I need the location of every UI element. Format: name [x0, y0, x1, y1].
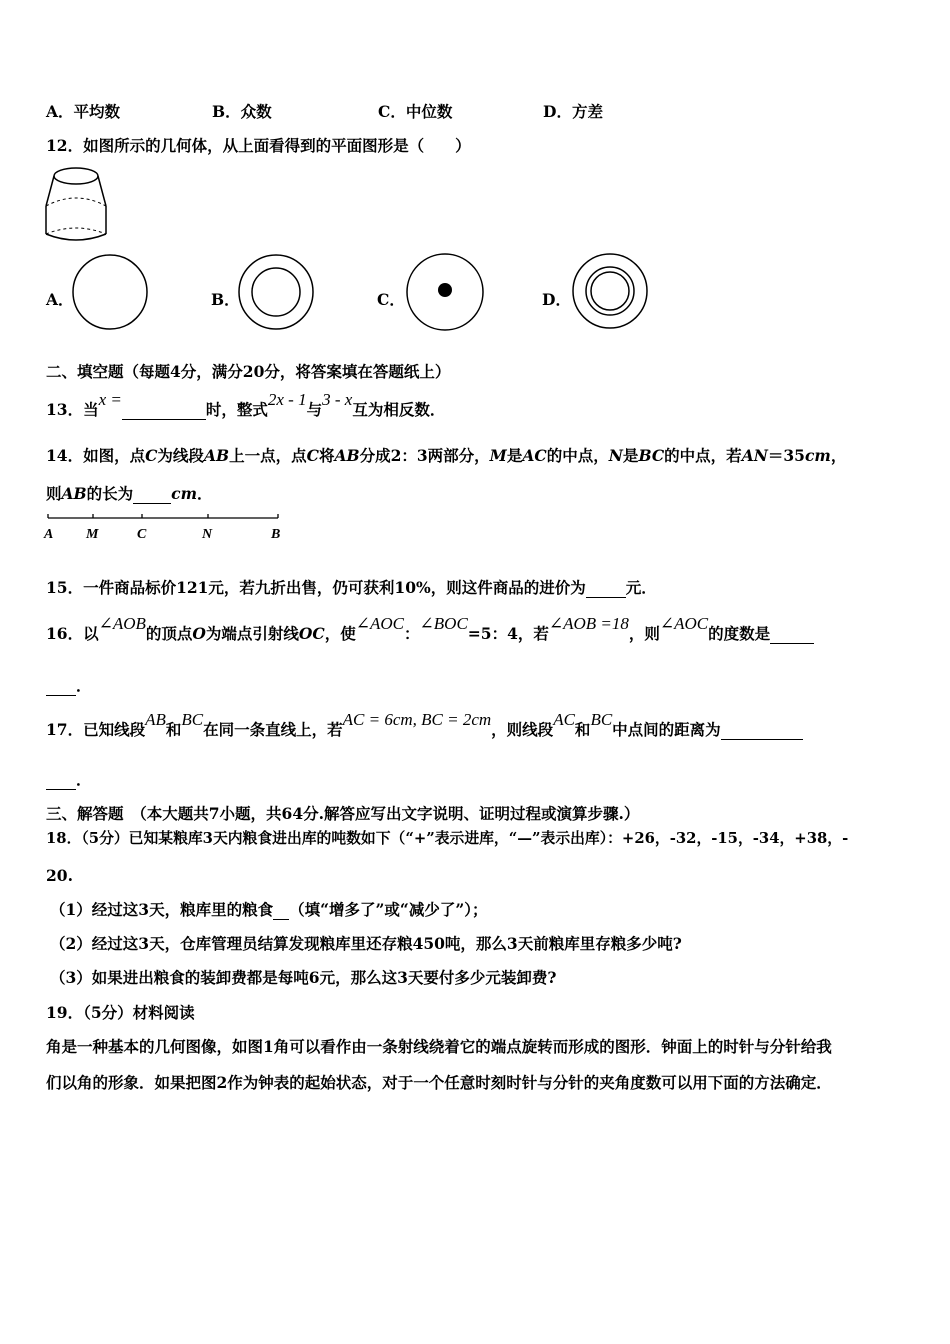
q18-question-line1: 18．（5分）已知某粮库3天内粮食进出库的吨数如下（“+”表示进库，“—”表示出库）：+26，-32，-15，-34，+38，- — [46, 830, 849, 847]
q16-question: 16．以∠AOB的顶点O为端点引射线OC，使∠AOC：∠BOC=5：4，若∠AOB =18，则∠AOC的度数是 — [46, 624, 814, 644]
q11-option-a: A．平均数 — [46, 102, 121, 121]
q12-question: 12．如图所示的几何体，从上面看得到的平面图形是（ ） — [46, 136, 471, 155]
q18-subquestion-2: （2）经过这3天，仓库管理员结算发现粮库里还存粮450吨，那么3天前粮库里存粮多少吨? — [50, 934, 682, 953]
q18-subquestion-3: （3）如果进出粮食的装卸费都是每吨6元，那么这3天要付多少元装卸费? — [50, 968, 557, 987]
section2-title: 二、填空题（每题4分，满分20分，将答案填在答题纸上） — [46, 362, 451, 381]
q14-question-line2: 则AB的长为 cm． — [46, 484, 213, 503]
q12-option-c-figure — [404, 251, 486, 333]
q12-option-d-figure — [570, 251, 650, 331]
q17-answer-continuation: ． — [46, 770, 92, 790]
q13-answer-blank — [122, 403, 206, 420]
q12-option-a-figure — [70, 252, 150, 332]
frustum-solid-figure — [42, 164, 110, 242]
q11-option-b: B．众数 — [212, 102, 272, 121]
section3-title: 三、解答题 （本大题共7小题，共64分.解答应写出文字说明、证明过程或演算步骤.） — [46, 804, 640, 823]
q12-option-c-label: C． — [377, 290, 405, 309]
q11-option-c: C．中位数 — [378, 102, 453, 121]
q16-answer-blank — [770, 627, 814, 644]
q14-answer-blank — [133, 487, 171, 504]
q16-answer-continuation: ． — [46, 676, 92, 696]
q14-label-m: M — [86, 527, 99, 542]
q14-segment-figure — [42, 510, 287, 544]
q14-label-c: C — [137, 527, 147, 542]
q19-paragraph-line2: 们以角的形象．如果把图2作为钟表的起始状态，对于一个任意时刻时针与分针的夹角度数可以用下面的方法确定． — [46, 1073, 832, 1092]
q12-option-a-label: A． — [46, 290, 74, 309]
q17-answer-blank — [721, 723, 803, 740]
q12-option-b-figure — [236, 252, 316, 332]
q19-title: 19．（5分）材料阅读 — [46, 1003, 195, 1022]
q14-question-line1: 14．如图，点C为线段AB上一点，点C将AB分成2：3两部分，M是AC的中点，N是BC的中点，若AN＝35cm， — [46, 446, 847, 465]
q13-question: 13．当x =时，整式2x - 1与3 - x互为相反数． — [46, 390, 446, 419]
q11-option-d: D．方差 — [543, 102, 603, 121]
q12-option-d-label: D． — [542, 290, 571, 309]
q15-question: 15．一件商品标价121元，若九折出售，仍可获利10%，则这件商品的进价为 元． — [46, 578, 657, 597]
q17-question: 17．已知线段AB和BC在同一条直线上，若AC = 6cm, BC = 2cm，则线段AC和BC中点间的距离为 — [46, 720, 803, 740]
q14-label-n: N — [202, 527, 213, 542]
q18-answer-blank — [273, 903, 289, 920]
q15-answer-blank — [586, 581, 626, 598]
q12-option-b-label: B． — [211, 290, 240, 309]
q14-label-b: B — [271, 527, 281, 542]
q19-paragraph-line1: 角是一种基本的几何图像，如图1角可以看作由一条射线绕着它的端点旋转而形成的图形．钟面上的时针与分针给我 — [46, 1037, 832, 1056]
q18-subquestion-1: （1）经过这3天，粮库里的粮食 （填“增多了”或“减少了”）； — [50, 900, 488, 919]
q18-question-line2: 20. — [46, 866, 73, 885]
q14-label-a: A — [44, 527, 54, 542]
